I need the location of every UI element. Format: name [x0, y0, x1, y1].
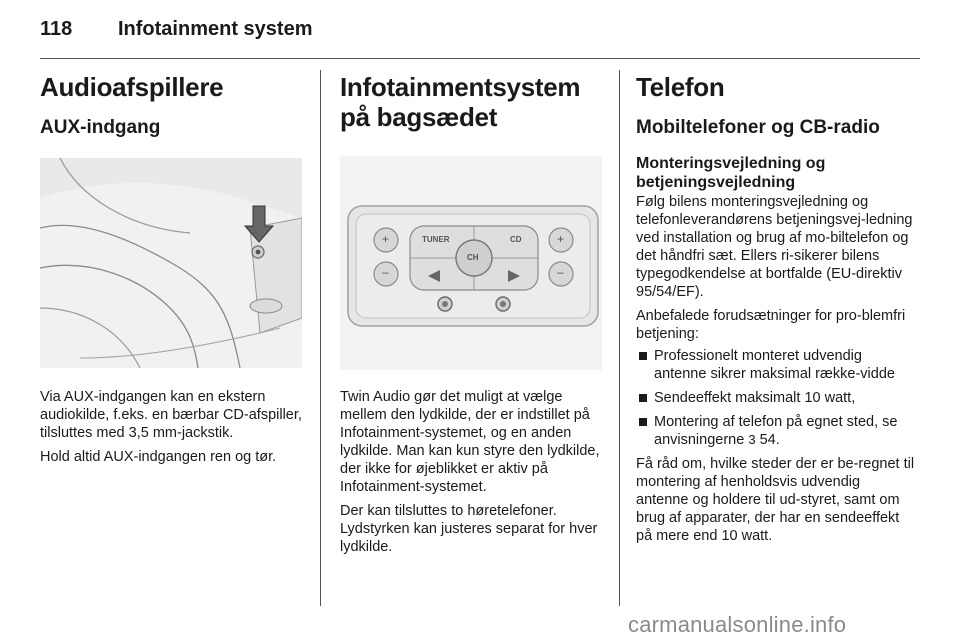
subsection-heading: AUX-indgang — [40, 117, 161, 138]
rear-control-panel-illustration — [340, 156, 602, 370]
twin-audio-description: Twin Audio gør det muligt at vælge mellem den lydkilde, der er indstillet på Infotainment-systemet, og en anden lydkilde. Man kan kun styre den lydkilde, der ikke for øjeblikket er aktiv på Infotainment-systemet. — [340, 389, 600, 495]
aux-input-illustration — [40, 158, 302, 368]
section-heading: Telefon — [636, 72, 725, 102]
cd-button-label: CD — [510, 235, 522, 244]
conditions-list — [636, 347, 916, 449]
list-item: Montering af telefon på egnet sted, se anvisningerne 3 54. — [636, 413, 916, 449]
page-header — [40, 18, 920, 48]
list-item: Professionelt monteret udvendig antenne sikrer maksimal række-vidde — [636, 347, 916, 383]
reference-arrow-icon: 3 — [748, 432, 756, 447]
subsubsection-heading: Monteringsvejledning og betjeningsvejledning — [636, 155, 826, 191]
column-rear-infotainment — [340, 72, 602, 556]
header-rule — [40, 58, 920, 59]
column-divider-1 — [320, 70, 321, 606]
aux-description: Via AUX-indgangen kan en ekstern audiokilde, f.eks. en bærbar CD-afspiller, tilsluttes med 3,5 mm-jackstik. — [40, 389, 302, 441]
column-audio-players — [40, 72, 302, 466]
column-divider-2 — [619, 70, 620, 606]
headphones-note: Der kan tilsluttes to høretelefoner. Lydstyrken kan justeres separat for hver lydkilde. — [340, 503, 598, 555]
subsection-heading: Mobiltelefoner og CB-radio — [636, 117, 880, 138]
page-number: 118 — [40, 18, 73, 40]
section-heading: Audioafspillere — [40, 72, 224, 102]
left-minus-label: – — [382, 265, 389, 279]
installation-instructions: Følg bilens monteringsvejledning og telefonleverandørens betjeningsvej-ledning ved installation og brug af mo-biltelefon og det håndfri sæt. Ellers ri-sikerer bilens typegodkendelse at bortfalde (EU-direktiv 95/54/EF). — [636, 194, 913, 300]
recommended-conditions-intro: Anbefalede forudsætninger for pro-blemfri betjening: — [636, 308, 906, 342]
list-item: Sendeeffekt maksimalt 10 watt, — [636, 389, 916, 407]
page-reference[interactable]: 54. — [755, 432, 780, 448]
mounting-advice: Få råd om, hvilke steder der er be-regnet til montering af henholdsvis udvendig antenne og holdere til ud-styret, samt om brug af apparater, der har en sendeeffekt på mere end 10 watt. — [636, 456, 915, 544]
center-knob-label: CH — [467, 253, 479, 262]
chapter-title: Infotainment system — [118, 18, 313, 40]
aux-care-note: Hold altid AUX-indgangen ren og tør. — [40, 449, 277, 465]
right-minus-label: – — [557, 265, 564, 279]
left-plus-label: + — [382, 232, 390, 246]
right-plus-label: + — [557, 232, 565, 246]
tuner-button-label: TUNER — [422, 235, 450, 244]
watermark: carmanualsonline.info — [628, 612, 847, 637]
section-heading: Infotainmentsystem på bagsædet — [340, 72, 581, 132]
column-telephone — [636, 72, 916, 545]
